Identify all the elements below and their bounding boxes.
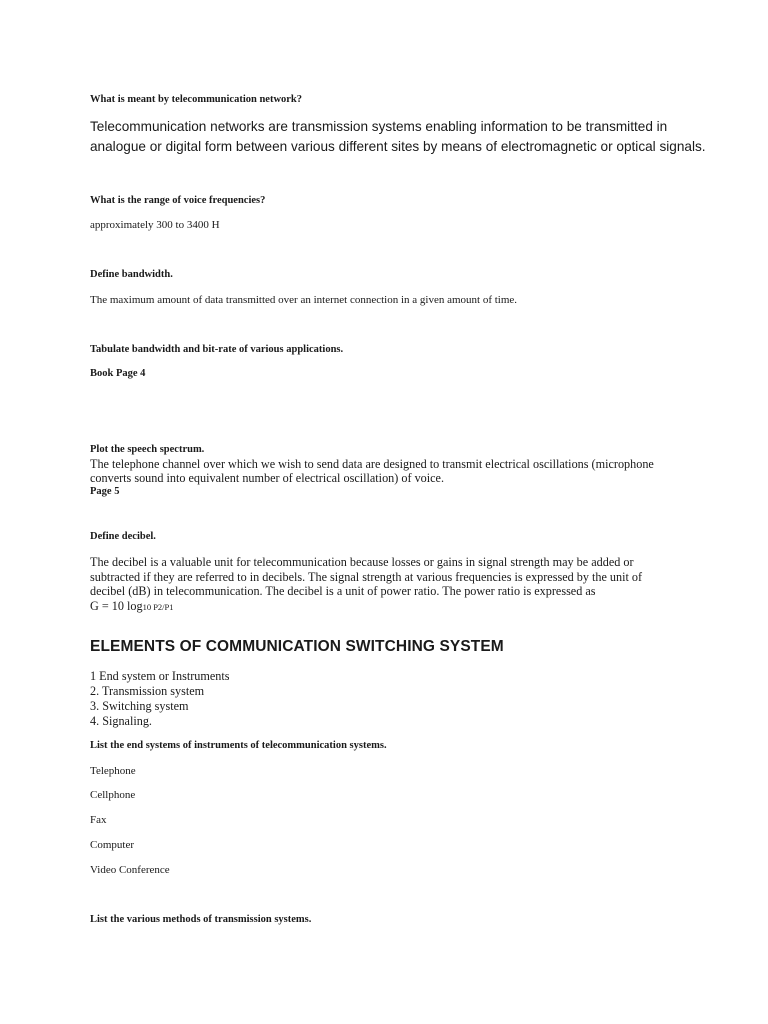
answer-telecom-network-line-1: Telecommunication networks are transmission systems enabling information to be transmitted in — [90, 119, 668, 134]
list-item: Cellphone — [90, 789, 136, 801]
list-item: 1 End system or Instruments — [90, 669, 230, 683]
question-voice-frequencies: What is the range of voice frequencies? — [90, 195, 266, 206]
answer-page-5: Page 5 — [90, 486, 120, 497]
decibel-formula — [90, 599, 174, 615]
list-item: 2. Transmission system — [90, 684, 205, 698]
answer-speech-spectrum-line-2: converts sound into equivalent number of electrical oscillation) of voice. — [90, 471, 445, 485]
section-heading: ELEMENTS OF COMMUNICATION SWITCHING SYSTEM — [90, 638, 504, 655]
answer-voice-frequencies: approximately 300 to 3400 H — [90, 219, 220, 231]
list-item: Fax — [90, 814, 107, 826]
elements-list — [90, 669, 229, 729]
list-item: Video Conference — [90, 864, 170, 876]
answer-speech-spectrum-line-1: The telephone channel over which we wish to send data are designed to transmit electrical oscillations (microphone — [90, 457, 654, 471]
answer-book-page-4: Book Page 4 — [90, 368, 146, 379]
question-end-systems: List the end systems of instruments of telecommunication systems. — [90, 740, 387, 751]
question-tabulate: Tabulate bandwidth and bit-rate of various applications. — [90, 344, 344, 355]
answer-decibel-line-3: decibel (dB) in telecommunication. The decibel is a unit of power ratio. The power ratio is expressed as — [90, 584, 596, 598]
formula-subscript: 10 P2/P1 — [142, 602, 174, 612]
question-telecom-network: What is meant by telecommunication network? — [90, 94, 303, 105]
answer-bandwidth: The maximum amount of data transmitted over an internet connection in a given amount of time. — [90, 294, 518, 306]
list-item: Telephone — [90, 765, 136, 777]
list-item: Computer — [90, 839, 134, 851]
answer-decibel-line-1: The decibel is a valuable unit for telecommunication because losses or gains in signal strength may be added or — [90, 555, 634, 569]
question-bandwidth: Define bandwidth. — [90, 269, 173, 280]
list-item: 4. Signaling. — [90, 714, 152, 728]
formula-main: G = 10 log — [90, 599, 143, 613]
answer-telecom-network-line-2: analogue or digital form between various different sites by means of electromagnetic or optical signals. — [90, 139, 706, 154]
question-transmission-methods: List the various methods of transmission systems. — [90, 914, 312, 925]
answer-decibel-line-2: subtracted if they are referred to in decibels. The signal strength at various frequencies is expressed by the unit of — [90, 570, 643, 584]
question-speech-spectrum: Plot the speech spectrum. — [90, 444, 205, 455]
list-item: 3. Switching system — [90, 699, 189, 713]
question-decibel: Define decibel. — [90, 531, 156, 542]
